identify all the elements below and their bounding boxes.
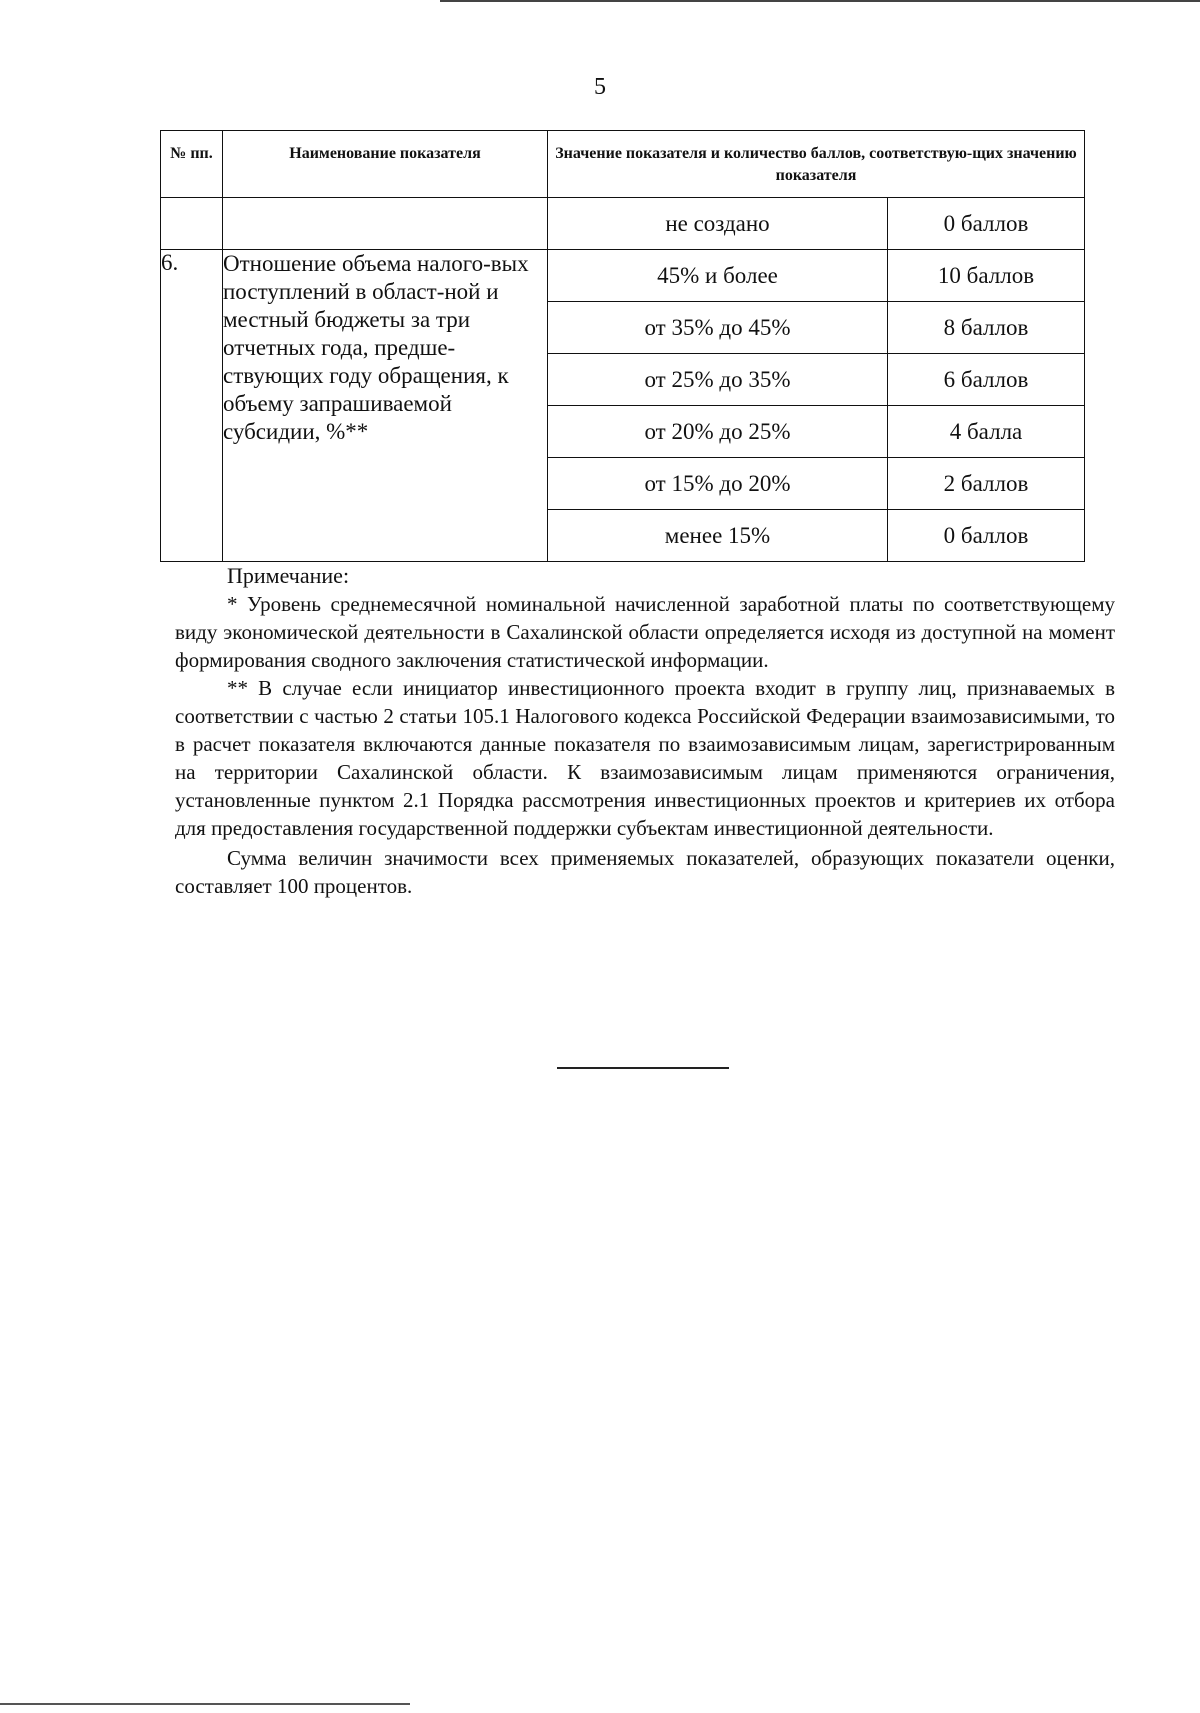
empty-cell xyxy=(223,198,548,250)
value-cell: от 35% до 45% xyxy=(548,302,888,354)
points-cell: 4 балла xyxy=(888,406,1085,458)
footnote-2: ** В случае если инициатор инвестиционного проекта входит в группу лиц, признаваемых в соответствии с частью 2 статьи 105.1 Налогового кодекса Российской Федерации взаимозависимыми, то в расчет показателя включаются данные показателя по взаимозависимым лицам, зарегистрированным на территории Сахалинской области. К взаимозависимым лицам применяются ограничения, установленные пунктом 2.1 Порядка рассмотрения инвестиционных проектов и критериев их отбора для предоставления государственной поддержки субъектам инвестиционной деятельности. xyxy=(175,676,1115,840)
points-cell: 2 баллов xyxy=(888,458,1085,510)
value-cell: менее 15% xyxy=(548,510,888,562)
value-cell: от 25% до 35% xyxy=(548,354,888,406)
value-cell: 45% и более xyxy=(548,250,888,302)
scan-top-edge-line xyxy=(440,0,1200,2)
points-cell: 6 баллов xyxy=(888,354,1085,406)
value-cell: от 20% до 25% xyxy=(548,406,888,458)
summary-paragraph: Сумма величин значимости всех применяемых показателей, образующих показатели оценки, составляет 100 процентов. xyxy=(175,846,1115,898)
page-number: 5 xyxy=(594,74,606,100)
header-num: № пп. xyxy=(161,131,223,198)
value-cell: от 15% до 20% xyxy=(548,458,888,510)
value-cell: не создано xyxy=(548,198,888,250)
points-cell: 8 баллов xyxy=(888,302,1085,354)
header-value-points: Значение показателя и количество баллов, соответствую-щих значению показателя xyxy=(548,131,1085,198)
end-separator-line xyxy=(557,1067,729,1069)
table-header-row xyxy=(161,131,1085,198)
indicator-name: Отношение объема налого-вых поступлений в област-ной и местный бюджеты за три отчетных года, предше-ствующих году обращения, к объему запрашиваемой субсидии, %** xyxy=(223,250,548,562)
table-row xyxy=(161,198,1085,250)
points-cell: 10 баллов xyxy=(888,250,1085,302)
scan-bottom-edge-line xyxy=(0,1703,410,1705)
header-indicator-name: Наименование показателя xyxy=(223,131,548,198)
points-cell: 0 баллов xyxy=(888,198,1085,250)
notes-section xyxy=(175,562,1115,900)
notes-title: Примечание: xyxy=(227,563,350,588)
points-cell: 0 баллов xyxy=(888,510,1085,562)
indicator-number: 6. xyxy=(161,250,223,562)
table-row xyxy=(161,250,1085,302)
criteria-table xyxy=(160,130,1085,562)
empty-cell xyxy=(161,198,223,250)
footnote-1: * Уровень среднемесячной номинальной начисленной заработной платы по соответствующему виду экономической деятельности в Сахалинской области определяется исходя из доступной на момент формирования сводного заключения статистической информации. xyxy=(175,592,1115,672)
